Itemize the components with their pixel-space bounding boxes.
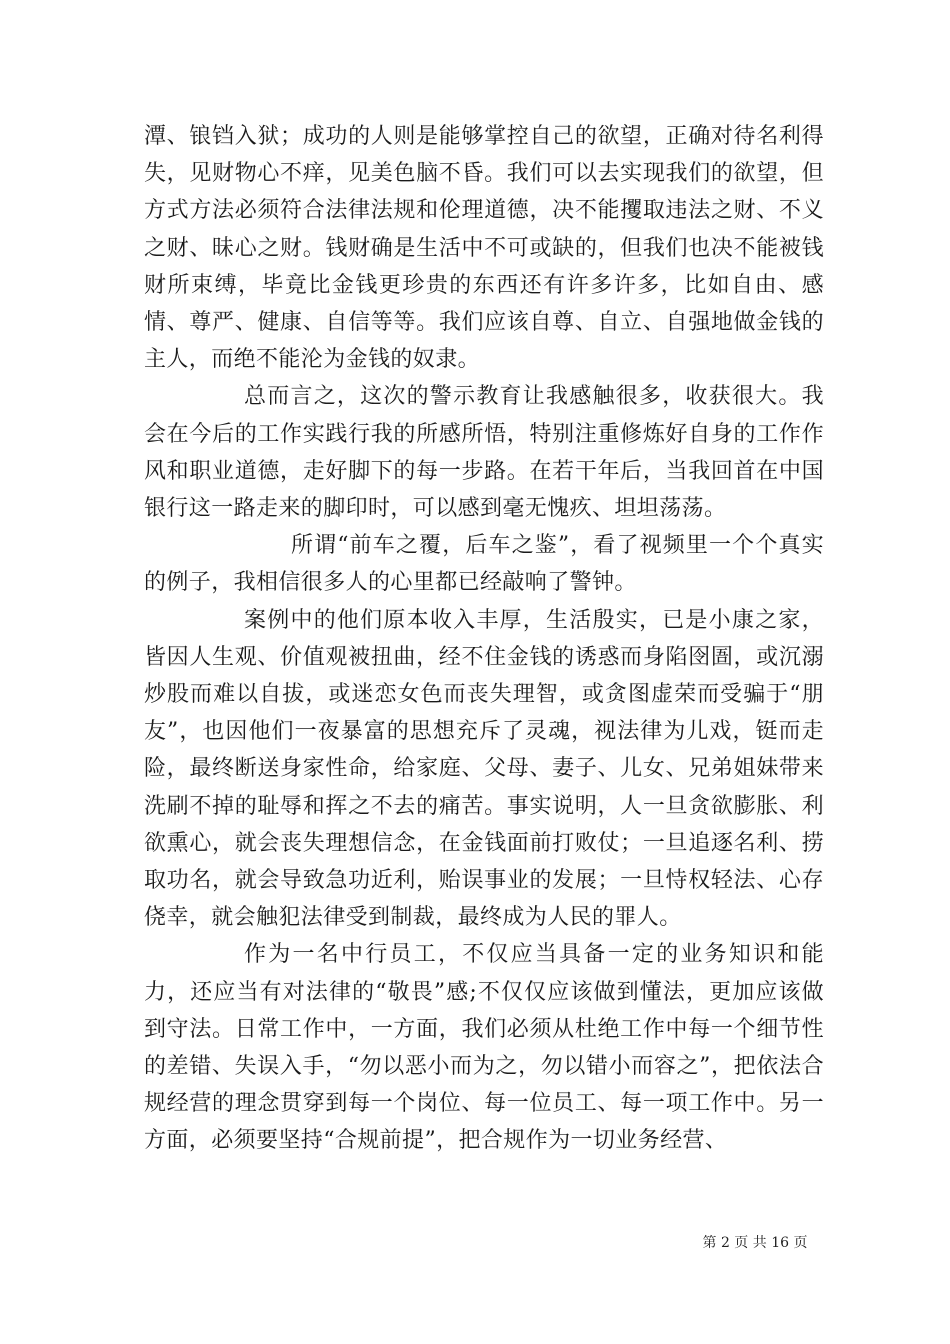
paragraph: 潭、锒铛入狱；成功的人则是能够掌控自己的欲望，正确对待名利得失，见财物心不痒，见美色脑不昏。我们可以去实现我们的欲望，但方式方法必须符合法律法规和伦理道德，决不能攫取违法之财、不义之财、昧心之财。钱财确是生活中不可或缺的，但我们也决不能被钱财所束缚，毕竟比金钱更珍贵的东西还有许多许多，比如自由、感情、尊严、健康、自信等等。我们应该自尊、自立、自强地做金钱的主人，而绝不能沦为金钱的奴隶。 — [144, 124, 824, 373]
paragraph: 所谓“前车之覆，后车之鉴”，看了视频里一个个真实的例子，我相信很多人的心里都已经敲响了警钟。 — [144, 533, 824, 596]
document-body — [144, 118, 824, 1160]
paragraph: 总而言之，这次的警示教育让我感触很多，收获很大。我会在今后的工作实践行我的所感所悟，特别注重修炼好自身的工作作风和职业道德，走好脚下的每一步路。在若干年后，当我回首在中国银行这一路走来的脚印时，可以感到毫无愧疚、坦坦荡荡。 — [144, 384, 824, 522]
paragraph: 作为一名中行员工，不仅应当具备一定的业务知识和能力，还应当有对法律的“敬畏”感;不仅仅应该做到懂法，更加应该做到守法。日常工作中，一方面，我们必须从杜绝工作中每一个细节性的差错、失误入手，“勿以恶小而为之，勿以错小而容之”，把依法合规经营的理念贯穿到每一个岗位、每一位员工、每一项工作中。另一方面，必须要坚持“合规前提”，把合规作为一切业务经营、 — [144, 942, 824, 1154]
page-number-footer: 第 2 页 共 16 页 — [702, 1235, 808, 1251]
paragraph: 案例中的他们原本收入丰厚，生活殷实，已是小康之家，皆因人生观、价值观被扭曲，经不住金钱的诱惑而身陷囹圄，或沉溺炒股而难以自拔，或迷恋女色而丧失理智，或贪图虚荣而受骗于“朋友”，也因他们一夜暴富的思想充斥了灵魂，视法律为儿戏，铤而走险，最终断送身家性命，给家庭、父母、妻子、儿女、兄弟姐妹带来洗刷不掉的耻辱和挥之不去的痛苦。事实说明，人一旦贪欲膨胀、利欲熏心，就会丧失理想信念，在金钱面前打败仗；一旦追逐名利、捞取功名，就会导致急功近利，贻误事业的发展；一旦恃权轻法、心存侥幸，就会触犯法律受到制裁，最终成为人民的罪人。 — [144, 607, 824, 931]
